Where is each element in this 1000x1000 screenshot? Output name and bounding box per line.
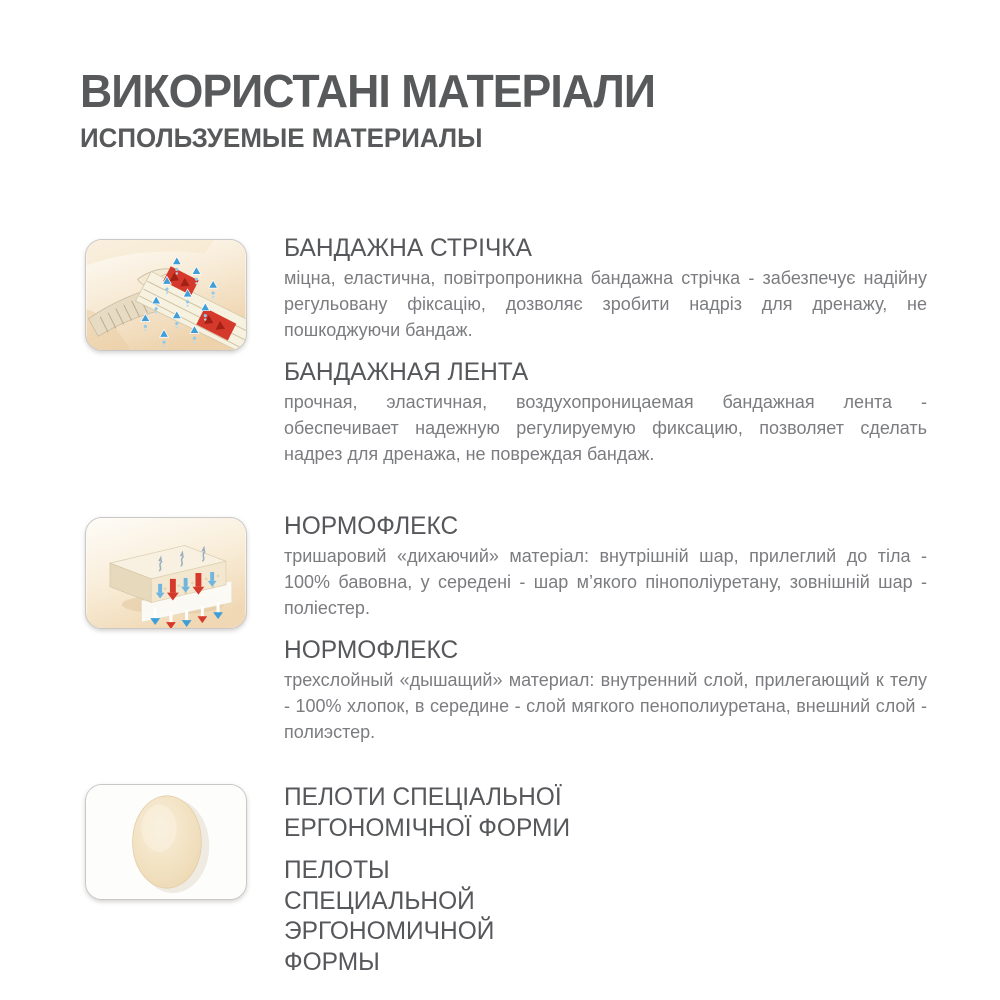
material-heading-uk: НОРМОФЛЕКС [284,512,459,540]
section-bandage-tape [85,234,927,467]
material-description-uk: тришаровий «дихаючий» матеріал: внутрішній шар, прилеглий до тіла - 100% бавовна, у середені - шар м’якого пінополіуретану, зовнішній шар - поліестер. [284,546,927,618]
page-subtitle: ИСПОЛЬЗУЕМЫЕ МАТЕРИАЛЫ [80,123,483,153]
material-heading-uk: БАНДАЖНА СТРІЧКА [284,234,532,262]
material-heading-ru: ПЕЛОТЫ СПЕЦИАЛЬНОЙ ЭРГОНОМИЧНОЙ ФОРМЫ [284,856,495,976]
material-block-ru [284,855,927,977]
section-pelotts-texts [284,782,927,980]
material-block-uk [284,512,927,621]
normoflex-layers-illustration [86,518,246,628]
material-block-ru [284,358,927,467]
bandage-tape-image-card [85,239,247,351]
section-bandage-tape-texts [284,234,927,467]
material-heading-ru: НОРМОФЛЕКС [284,636,459,664]
material-block-uk [284,234,927,343]
material-heading-uk: ПЕЛОТИ СПЕЦІАЛЬНОЇ ЕРГОНОМІЧНОЇ ФОРМИ [284,783,571,842]
material-heading-ru: БАНДАЖНАЯ ЛЕНТА [284,358,529,386]
page-header [80,65,673,153]
material-block-uk [284,782,927,843]
section-normoflex [85,512,927,745]
pelott-illustration [86,785,246,899]
section-pelotts [85,784,927,980]
section-normoflex-texts [284,512,927,745]
material-block-ru [284,636,927,745]
material-description-ru: прочная, эластичная, воздухопроницаемая бандажная лента - обеспечивает надежную регулируемую фиксацию, позволяет сделать надрез для дренажа, не повреждая бандаж. [284,392,927,464]
normoflex-image-card [85,517,247,629]
bandage-tape-illustration [86,240,246,350]
page-title: ВИКОРИСТАНІ МАТЕРІАЛИ [80,65,655,117]
material-description-uk: міцна, еластична, повітропроникна бандажна стрічка - забезпечує надійну регульовану фіксацію, дозволяє зробити надріз для дренажу, не пошкоджуючи бандаж. [284,268,927,340]
material-description-ru: трехслойный «дышащий» материал: внутренний слой, прилегающий к телу - 100% хлопок, в середине - слой мягкого пенополиуретана, внешний слой - полиэстер. [284,670,927,742]
pelott-image-card [85,784,247,900]
